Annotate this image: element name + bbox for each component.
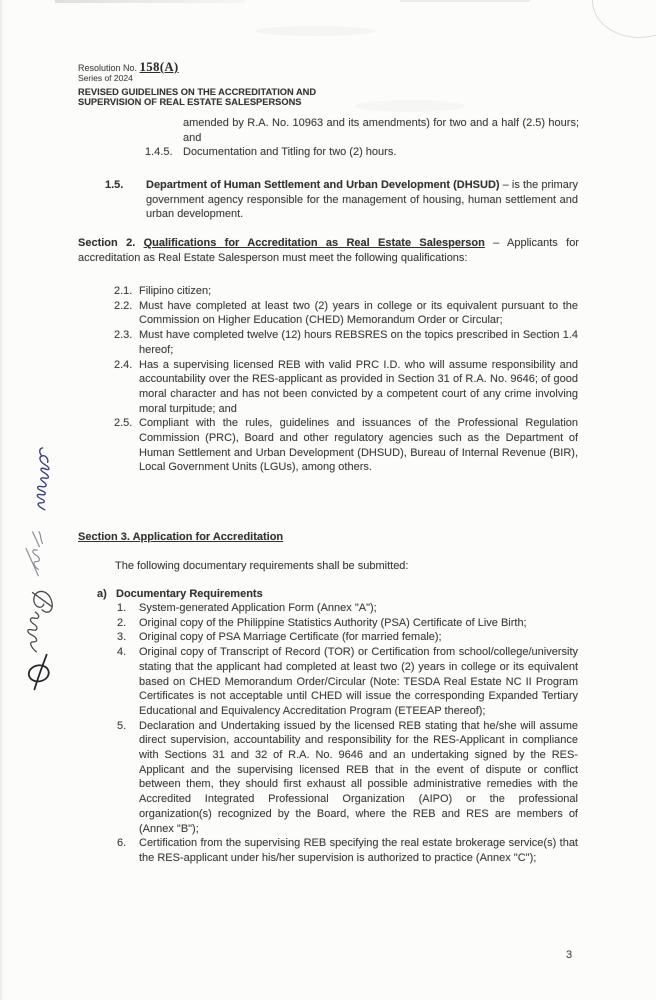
item-text: Original copy of Transcript of Record (TOR) or Certification from school/college/university stating that the applicant had completed at least two (2) years in college or its equivalent based on CHED Memorandum Order/Circular (Note: TESDA Real Estate NC II Program Certificates is not acceptable until CHED will issue the corresponding Expanded Tertiary Educational and Equivalency Accreditation Program (ETEEAP thereof); [139,646,578,717]
document-title [78,87,316,108]
item-text: Filipino citizen; [139,285,212,297]
item-number: 1.4.5. [145,146,173,158]
scan-edge-shadow [0,0,4,1000]
section-2-label: Section 2. [78,237,144,249]
item-text: Original copy of PSA Marriage Certificate (for married female); [139,631,442,644]
item-text: Certification from the supervising REB specifying the real estate brokerage service(s) that the RES-applicant under his/her supervision is authorized to practice (Annex "C"); [139,837,578,864]
item-text: Must have completed twelve (12) hours REBSRES on the topics prescribed in Section 1.4 hereof; [139,329,578,356]
section-3-intro: The following documentary requirements shall be submitted: [115,560,409,572]
handwritten-signature-3 [12,572,68,659]
item-number: 5. [117,719,127,732]
handwriting-icon [21,651,61,692]
item-number: 1. [117,602,127,614]
list-item [117,616,578,631]
list-item [117,719,578,837]
list-item [114,358,578,417]
section-2-list [114,284,578,475]
list-item [114,299,578,328]
carryover-paragraph: amended by R.A. No. 10963 and its amendments) for two and a half (2.5) hours; and [183,117,579,144]
resolution-label: Resolution No. [78,63,138,73]
item-number: 2.4. [114,358,133,371]
item-number: 1.5. [105,179,124,191]
item-number: 2.1. [114,285,133,297]
section-3-heading [78,530,283,545]
scan-smudge [255,26,375,36]
documentary-requirements-list [117,601,578,866]
handwritten-phi-mark [21,651,62,697]
list-item [117,836,578,865]
page-curl-artifact [592,0,656,38]
handwriting-icon [25,440,65,514]
document-title-line1: REVISED GUIDELINES ON THE ACCREDITATION AND [78,86,317,97]
section-2-title: Qualifications for Accreditation as Real Estate Salesperson [143,237,485,249]
item-text [146,178,578,222]
item-number: 4. [117,646,127,659]
item-text: Has a supervising licensed REB with valid PRC I.D. who will assume responsibility and accountability over the RES-applicant as provided in Section 31 of R.A. No. 9646; of good moral character and has not been convicted by a competent court of any crime involving moral turpitude; and [139,358,578,415]
subsection-label: a) [97,588,107,600]
list-item [114,416,578,475]
scan-smudge [355,100,465,112]
definition-text: – is the primary government agency responsible for the management of housing, human settlement and urban development. [146,179,579,221]
handwriting-icon [12,572,63,657]
subsection-a-heading [97,587,579,602]
item-text: Must have completed at least two (2) years in college or its equivalent pursuant to the Commission on Higher Education (CHED) Memorandum Order or Circular; [139,299,578,327]
list-item [114,284,578,299]
item-text: System-generated Application Form (Annex "A"); [139,602,377,614]
section-2-heading [78,236,579,265]
page-number: 3 [566,949,573,961]
document-header [78,61,316,107]
section-2-lead-in: – Applicants for accreditation as Real Estate Salesperson must meet the following qualifications: [78,237,579,264]
list-item [117,630,578,645]
item-text: Compliant with the rules, guidelines and issuances of the Professional Regulation Commission (PRC), Board and other regulatory agencies such as the Department of Human Settlement and Urban Development (DHSUD), Bureau of Internal Revenue (BIR), Local Government Units (LGUs), among others. [139,417,578,474]
section-3-title: Section 3. Application for Accreditation [78,531,284,543]
list-item [114,328,578,357]
item-number: 2.2. [114,299,133,312]
item-1-4-5 [145,145,579,160]
item-text: Declaration and Undertaking issued by the licensed REB stating that he/she will assume direct supervision, accountability and responsibility for the RES-Applicant in compliance with Sections 31 and 32 of R.A. No. 9646 and an undertaking signed by the RES-Applicant and the supervising licensed REB that in the event of dispute or conflict between them, they should first exhaust all possible administrative remedies with the Accredited Integrated Professional Organization (AIPO) or the professional organization(s) recognized by the Board, where the REB and RES are members of (Annex "B"); [139,719,578,835]
handwritten-signature-1 [25,440,70,515]
document-title-line2: SUPERVISION OF REAL ESTATE SALESPERSONS [78,96,302,107]
resolution-number: 158(A) [139,60,179,74]
item-number: 2. [117,616,127,629]
list-item [117,601,578,616]
item-number: 2.3. [114,329,133,342]
scan-smudge [400,0,530,2]
list-item [117,645,578,719]
item-number: 3. [117,631,127,644]
subsection-title: Documentary Requirements [116,588,263,600]
item-number: 2.5. [114,417,133,430]
item-number: 6. [117,837,127,850]
item-1-5 [105,178,578,222]
item-text: Original copy of the Philippine Statistics Authority (PSA) Certificate of Live Birth; [139,616,527,629]
defined-term: Department of Human Settlement and Urban Development (DHSUD) [146,179,500,191]
item-text: Documentation and Titling for two (2) hours. [183,146,397,158]
scan-smudge [55,0,245,3]
series-line: Series of 2024 [78,73,133,83]
